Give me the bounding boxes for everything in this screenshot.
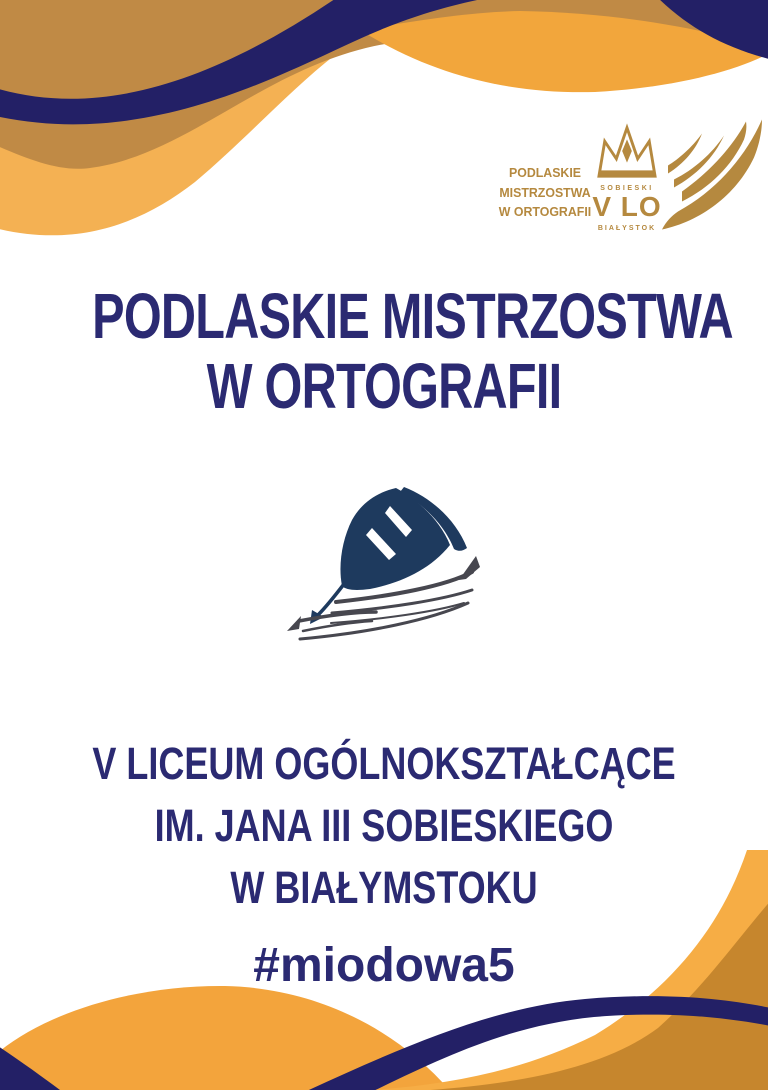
title-line-1: PODLASKIE MISTRZOSTWA — [92, 280, 733, 352]
book-flick-left — [287, 616, 301, 631]
quill-book-illustration — [287, 487, 480, 639]
logo-school-short-main: V LO — [592, 191, 662, 222]
book-flick-right — [459, 556, 480, 580]
school-name-line-1: V LICEUM OGÓLNOKSZTAŁCĄCE — [92, 738, 676, 789]
page-title — [92, 280, 733, 422]
crown-icon — [594, 122, 660, 182]
logo-tagline-line-1: PODLASKIE — [508, 165, 582, 180]
title-line-2: W ORTOGRAFII — [206, 350, 562, 422]
logo-school-short-bottom: BIAŁYSTOK — [597, 225, 657, 232]
school-name-line-2: IM. JANA III SOBIESKIEGO — [154, 800, 614, 851]
logo-school-short-top: SOBIESKI — [600, 185, 654, 192]
school-name — [77, 733, 691, 919]
quill-stem — [318, 584, 344, 615]
logo-tagline-line-3: W ORTOGRAFII — [498, 204, 592, 219]
quill-feather-body — [340, 488, 450, 590]
logo-tagline-line-2: MISTRZOSTWA — [499, 184, 591, 200]
school-name-line-3: W BIAŁYMSTOKU — [230, 862, 538, 913]
hashtag: #miodowa5 — [253, 939, 515, 992]
wing-icon — [652, 108, 768, 236]
